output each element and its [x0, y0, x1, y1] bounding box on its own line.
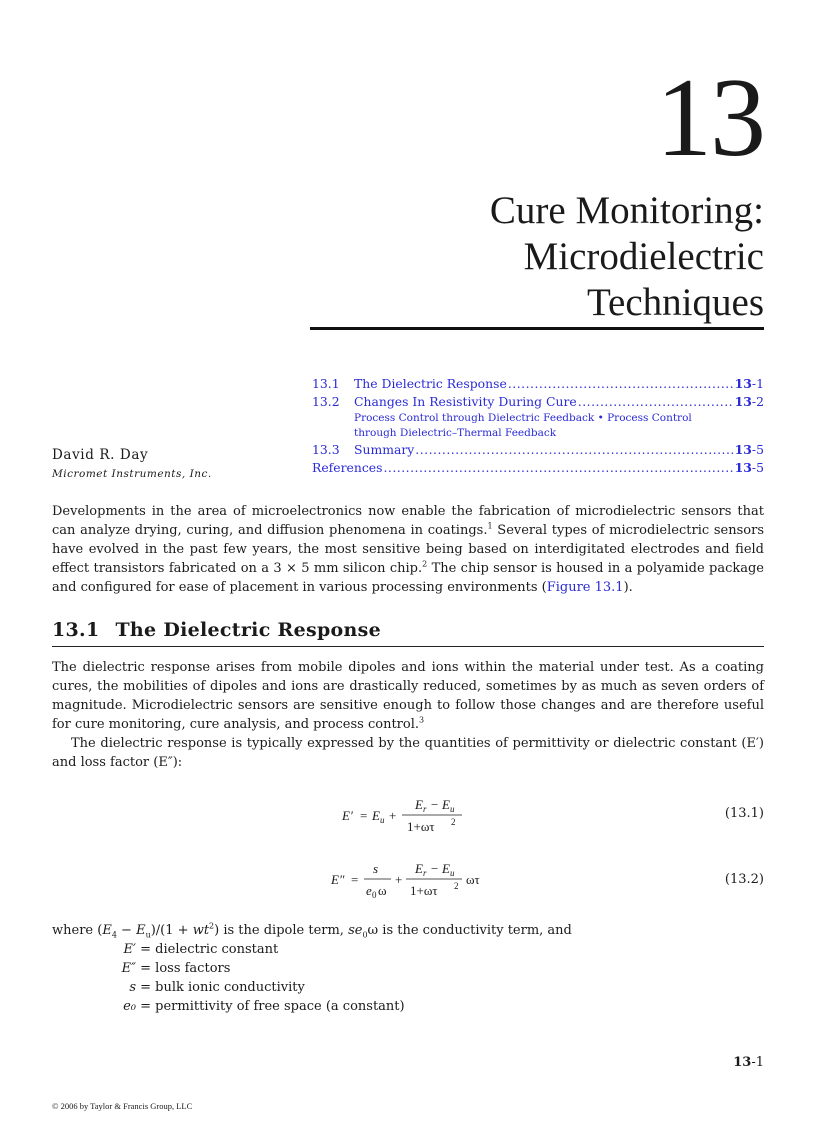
- svg-text:E: E: [372, 808, 380, 823]
- equation-label: (13.2): [724, 872, 764, 887]
- svg-text:+: +: [395, 872, 403, 887]
- toc-entry[interactable]: [312, 441, 764, 459]
- toc-entry-title[interactable]: Summary: [354, 442, 415, 457]
- chapter-title: [490, 188, 764, 326]
- section-paragraph: The dielectric response arises from mobile dipoles and ions within the material under test. As a coating cures, the mobilities of dipoles and ions are drastically reduced, sometimes by as much as seven orders of magnitude. Microdielectric sensors are sensitive enough to follow those changes and are therefore useful for cure monitoring, cure analysis, and process control.$^3$: [52, 660, 764, 732]
- svg-text:E: E: [442, 797, 450, 812]
- svg-text:1+ωτ: 1+ωτ: [407, 819, 435, 834]
- svg-text:2: 2: [454, 881, 459, 891]
- svg-text:E: E: [415, 797, 423, 812]
- equation-13-1: [330, 794, 510, 842]
- svg-text:ω: ω: [378, 883, 387, 898]
- definition-item: s = bulk ionic conductivity: [129, 980, 305, 995]
- svg-text:ωτ: ωτ: [466, 872, 480, 887]
- svg-text:u: u: [450, 804, 455, 814]
- equation-label: (13.1): [724, 806, 764, 821]
- svg-text:−: −: [431, 861, 439, 876]
- toc-subsection-line[interactable]: Process Control through Dielectric Feedback • Process Control: [354, 412, 692, 424]
- section-divider: [52, 646, 764, 647]
- svg-text:E′: E′: [342, 808, 353, 823]
- toc-entry[interactable]: [312, 459, 764, 477]
- toc-leader-dots: [578, 393, 734, 411]
- author-name: David R. Day: [52, 447, 149, 463]
- svg-text:=: =: [351, 872, 359, 887]
- copyright-notice: © 2006 by Taylor & Francis Group, LLC: [52, 1101, 193, 1111]
- toc-entry-title[interactable]: References: [312, 460, 383, 475]
- toc-leader-dots: [508, 375, 734, 393]
- svg-text:u: u: [380, 815, 385, 825]
- svg-text:E: E: [415, 861, 423, 876]
- intro-paragraph: Developments in the area of microelectronics now enable the fabrication of microdielectric sensors that can analyze drying, curing, and diffusion phenomena in coatings.$^1$ Several types of microdielectric sensors have evolved in the past few years, the most sensitive being based on interdigitated electrodes and field effect transistors fabricated on a 3 × 5 mm silicon chip.$^2$ The chip sensor is housed in a polyamide package and configured for ease of placement in various processing environments (Figure 13.1).: [52, 504, 764, 595]
- svg-text:E″: E″: [331, 872, 345, 887]
- svg-text:e: e: [366, 883, 372, 898]
- toc-entry-number: 13.3: [312, 442, 340, 457]
- section-paragraph: The dielectric response is typically expressed by the quantities of permittivity or dielectric constant (E′) and loss factor (E″):: [52, 736, 764, 770]
- svg-text:1+ωτ: 1+ωτ: [410, 883, 438, 898]
- toc-leader-dots: [415, 441, 733, 459]
- toc-entry-page[interactable]: 13-5: [734, 442, 764, 457]
- toc-entry-title[interactable]: The Dielectric Response: [354, 376, 507, 391]
- where-line: where $(E_4 - E_u)/(1 + wt^2)$ is the dipole term, $se_0\omega$ is the conductivity term, and: [52, 921, 572, 940]
- svg-text:−: −: [431, 797, 439, 812]
- citation-ref: 3: [419, 715, 425, 725]
- citation-ref: 1: [487, 521, 493, 531]
- toc-subsection-line[interactable]: through Dielectric–Thermal Feedback: [354, 427, 557, 439]
- svg-text:s: s: [373, 861, 379, 876]
- svg-text:r: r: [423, 804, 427, 814]
- svg-text:=: =: [360, 808, 368, 823]
- chapter-title-line: Techniques: [586, 281, 764, 324]
- toc-entry-page[interactable]: 13-2: [734, 394, 764, 409]
- toc-entry[interactable]: [312, 375, 764, 393]
- toc-leader-dots: [383, 459, 733, 477]
- chapter-title-line: Cure Monitoring:: [489, 189, 764, 232]
- title-divider: [310, 327, 764, 330]
- equation-13-2: [326, 858, 526, 906]
- toc-entry-number: 13.1: [312, 376, 340, 391]
- svg-text:u: u: [450, 868, 455, 878]
- toc-entry-title[interactable]: Changes In Resistivity During Cure: [354, 394, 577, 409]
- table-of-contents: [312, 375, 764, 477]
- toc-entry-page[interactable]: 13-1: [734, 376, 764, 391]
- citation-ref: 2: [422, 559, 428, 569]
- figure-link[interactable]: Figure 13.1: [546, 580, 624, 595]
- definition-item: e₀ = permittivity of free space (a constant): [123, 999, 405, 1014]
- toc-entry-number: 13.2: [312, 394, 340, 409]
- page-number: 13-1: [733, 1055, 764, 1070]
- toc-entry-page[interactable]: 13-5: [734, 460, 764, 475]
- svg-text:r: r: [423, 868, 427, 878]
- chapter-title-line: Microdielectric: [523, 235, 764, 278]
- definition-list: [118, 940, 405, 1016]
- toc-entry[interactable]: [312, 393, 764, 411]
- section-heading: 13.1 The Dielectric Response: [52, 619, 382, 641]
- svg-text:E: E: [442, 861, 450, 876]
- author-affiliation: Micromet Instruments, Inc.: [52, 468, 212, 480]
- definition-item: E′ = dielectric constant: [123, 942, 279, 957]
- svg-text:2: 2: [451, 817, 456, 827]
- svg-text:+: +: [389, 808, 397, 823]
- svg-text:0: 0: [372, 890, 377, 900]
- chapter-number: 13: [656, 56, 764, 180]
- definition-item: E″ = loss factors: [121, 961, 231, 976]
